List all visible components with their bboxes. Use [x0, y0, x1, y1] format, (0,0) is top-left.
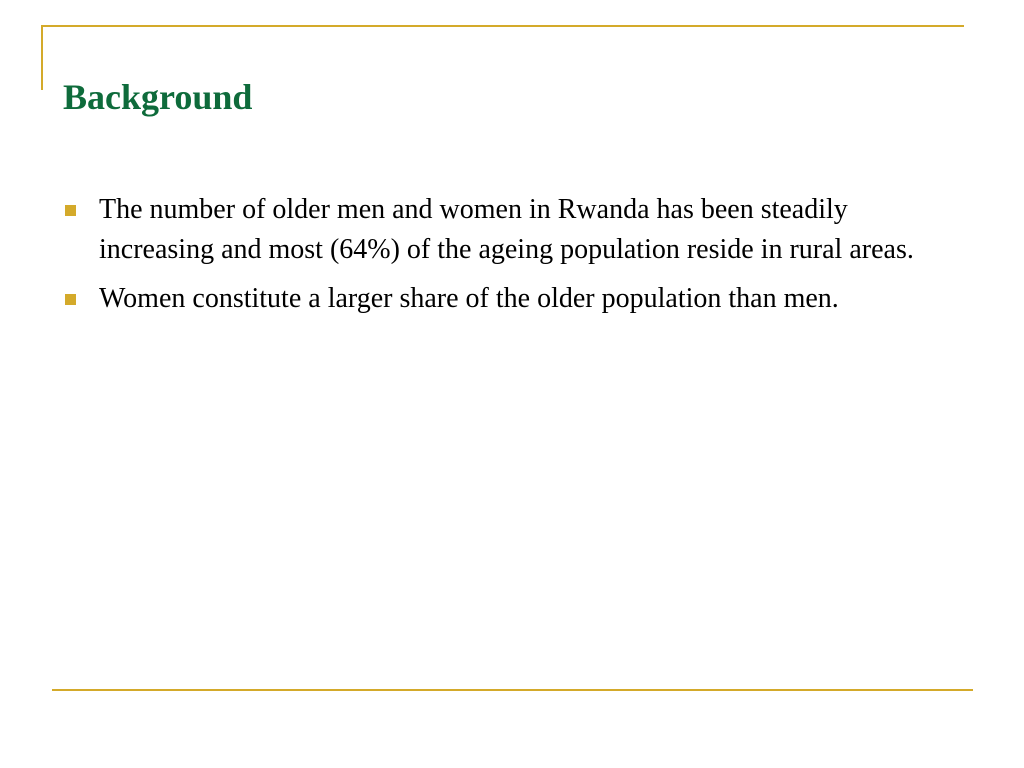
bullet-text: Women constitute a larger share of the older population than men.	[99, 283, 839, 314]
square-bullet-icon	[65, 294, 76, 305]
square-bullet-icon	[65, 205, 76, 216]
bullet-text: The number of older men and women in Rwanda has been steadily increasing and most (64%) of the ageing population reside in rural areas.	[99, 194, 914, 265]
bullet-item-rural-ageing	[62, 190, 952, 270]
bullet-list	[62, 190, 952, 328]
bullet-item-women-share	[62, 279, 952, 319]
bottom-divider-line	[52, 689, 973, 691]
slide-title: Background	[63, 77, 253, 117]
left-accent-line	[41, 25, 43, 90]
top-divider-line	[41, 25, 964, 27]
